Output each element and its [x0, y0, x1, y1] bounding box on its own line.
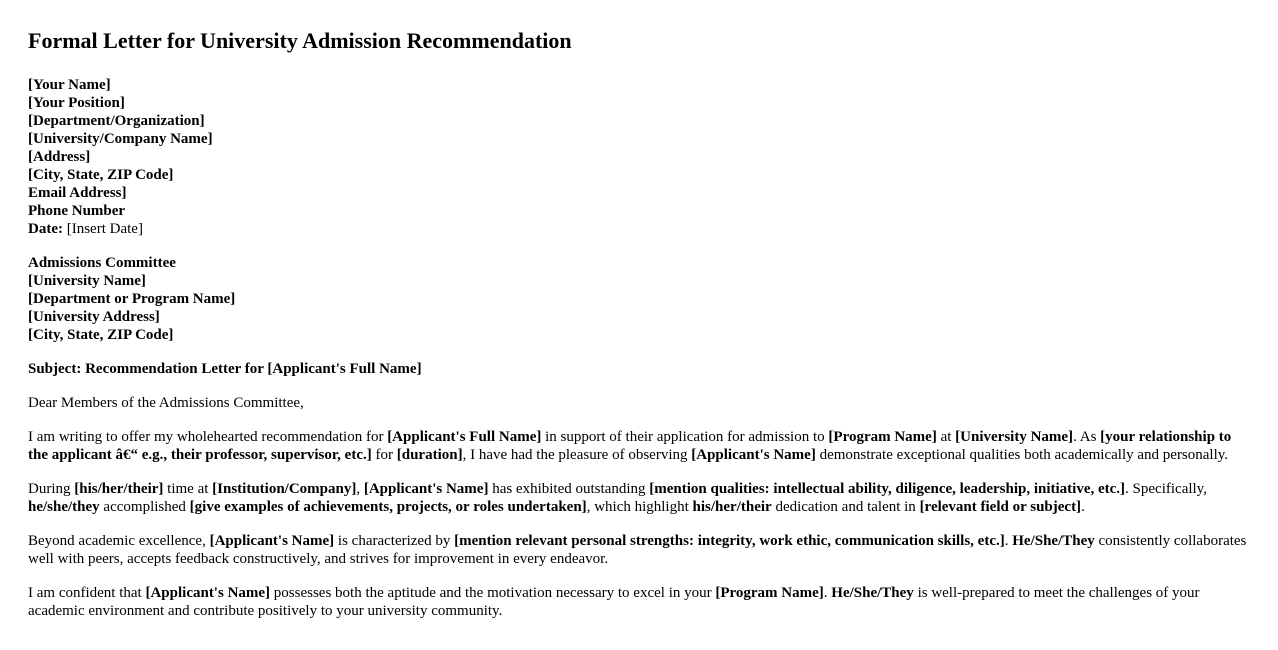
salutation: Dear Members of the Admissions Committee,	[28, 395, 304, 411]
sender-phone: Phone Number	[28, 203, 126, 219]
sender-organization: [University/Company Name]	[28, 131, 213, 147]
sender-name: [Your Name]	[28, 77, 111, 93]
paragraph-achievements	[28, 480, 1250, 516]
subject-line: Subject: Recommendation Letter for [Applicant's Full Name]	[28, 361, 422, 377]
placeholder: [Program Name]	[828, 429, 937, 445]
text-run: During	[28, 481, 75, 497]
text-run: for	[371, 447, 397, 463]
recipient-university: [University Name]	[28, 273, 146, 289]
placeholder: [mention relevant personal strengths: integrity, work ethic, communication skills, etc.]	[454, 533, 1005, 549]
placeholder: [duration]	[396, 447, 463, 463]
paragraph-introduction	[28, 428, 1250, 464]
placeholder: [Applicant's Full Name]	[387, 429, 542, 445]
placeholder: [Institution/Company]	[212, 481, 357, 497]
text-run: accomplished	[99, 499, 190, 515]
placeholder: [relevant field or subject]	[919, 499, 1082, 515]
recipient-department: [Department or Program Name]	[28, 291, 236, 307]
text-run: . Specifically,	[1125, 481, 1207, 497]
sender-city: [City, State, ZIP Code]	[28, 167, 174, 183]
text-run: I am confident that	[28, 585, 146, 601]
text-run: .	[823, 585, 832, 601]
text-run: .	[1081, 499, 1085, 515]
placeholder: [give examples of achievements, projects, or roles undertaken]	[189, 499, 587, 515]
sender-position: [Your Position]	[28, 95, 125, 111]
text-run: , which highlight	[586, 499, 693, 515]
text-run: consistently collaborates well with peers, accepts feedback constructively, and strives for improvement in every endeavor.	[28, 533, 1247, 567]
text-run: dedication and talent in	[771, 499, 920, 515]
text-run: has exhibited outstanding	[488, 481, 650, 497]
paragraph-character	[28, 532, 1250, 568]
sender-date	[28, 220, 1250, 238]
text-run: ,	[356, 481, 364, 497]
text-run: in support of their application for admission to	[541, 429, 829, 445]
sender-address: [Address]	[28, 149, 91, 165]
page-title: Formal Letter for University Admission Recommendation	[28, 28, 572, 53]
text-run: , I have had the pleasure of observing	[462, 447, 692, 463]
placeholder: [Applicant's Name]	[209, 533, 335, 549]
sender-department: [Department/Organization]	[28, 113, 205, 129]
sender-block	[28, 76, 1250, 238]
placeholder: [University Name]	[955, 429, 1074, 445]
placeholder: [Applicant's Name]	[145, 585, 271, 601]
date-value: [Insert Date]	[62, 221, 143, 237]
text-run: at	[936, 429, 956, 445]
recipient-committee: Admissions Committee	[28, 255, 176, 271]
recipient-address: [University Address]	[28, 309, 160, 325]
placeholder: [Applicant's Name]	[363, 481, 489, 497]
text-run: demonstrate exceptional qualities both academically and personally.	[815, 447, 1229, 463]
placeholder: [Program Name]	[715, 585, 824, 601]
text-run: .	[1004, 533, 1013, 549]
placeholder: [his/her/their]	[74, 481, 164, 497]
recipient-block	[28, 254, 1250, 344]
text-run: Beyond academic excellence,	[28, 533, 210, 549]
placeholder: He/She/They	[1012, 533, 1095, 549]
text-run: . As	[1073, 429, 1101, 445]
sender-email: Email Address]	[28, 185, 127, 201]
text-run: is characterized by	[334, 533, 455, 549]
text-run: possesses both the aptitude and the motivation necessary to excel in your	[270, 585, 716, 601]
placeholder: he/she/they	[28, 499, 100, 515]
placeholder: his/her/their	[692, 499, 772, 515]
text-run: is well-prepared to meet the challenges of your academic environment and contribute positively to your university community.	[28, 585, 1200, 619]
placeholder: [your relationship to the applicant â€“ e.g., their professor, supervisor, etc.]	[28, 429, 1232, 463]
date-label: Date:	[28, 221, 63, 237]
placeholder: He/She/They	[831, 585, 914, 601]
placeholder: [Applicant's Name]	[691, 447, 816, 463]
paragraph-conclusion	[28, 584, 1250, 620]
text-run: I am writing to offer my wholehearted recommendation for	[28, 429, 388, 445]
recipient-city: [City, State, ZIP Code]	[28, 327, 174, 343]
text-run: time at	[163, 481, 213, 497]
placeholder: [mention qualities: intellectual ability, diligence, leadership, initiative, etc.]	[649, 481, 1126, 497]
